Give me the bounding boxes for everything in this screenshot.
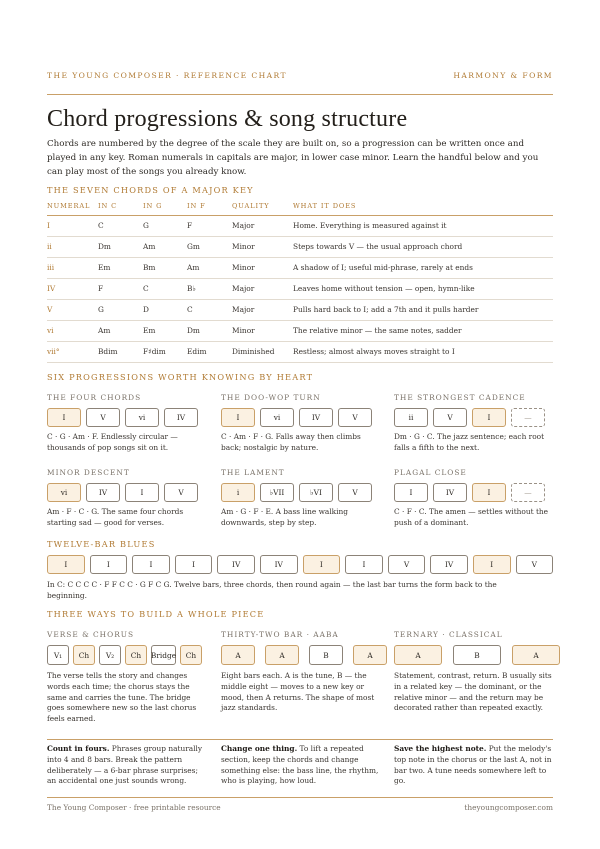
tip-title: Change one thing. — [221, 744, 298, 753]
intro-paragraph: Chords are numbered by the degree of the scale they are built on, so a progression can be written once and played in any key. Roman numerals in capitals are major, in lower case minor. Learn the handful below and you can play most of the songs you already know. — [47, 139, 539, 177]
table-cell: A shadow of I; useful mid-phrase, rarely at ends — [293, 257, 553, 278]
blues-bar: I — [345, 555, 383, 574]
form-description: Eight bars each. A is the tune, B — the middle eight — moves to a new key or mood, then A returns. The shape of most jazz standards. — [221, 671, 375, 713]
table-row — [47, 320, 553, 341]
numeral-cell: vii° — [47, 341, 98, 362]
numeral-cell: V — [47, 299, 98, 320]
page-title: Chord progressions & song structure — [47, 106, 408, 132]
table-cell: Major — [232, 215, 293, 236]
form-section-box: Ch — [180, 645, 202, 665]
table-cell: C — [98, 215, 143, 236]
seven-chords-table — [47, 200, 553, 363]
blues-bar: IV — [430, 555, 468, 574]
chord-box: IV — [299, 408, 333, 427]
chord-box: I — [47, 408, 81, 427]
table-cell: Bdim — [98, 341, 143, 362]
form-description: The verse tells the story and changes words each time; the chorus stays the same and carries the tune. The bridge goes somewhere new so the last chorus feels earned. — [47, 671, 197, 724]
empty-chord-slot: — — [511, 483, 545, 502]
form-section-box: B — [309, 645, 343, 665]
chord-box: ii — [394, 408, 428, 427]
table-cell: D — [143, 299, 187, 320]
table-cell: The relative minor — the same notes, sadder — [293, 320, 553, 341]
progression-name: THE FOUR CHORDS — [47, 393, 142, 402]
chord-box: vi — [125, 408, 159, 427]
seven-chords-heading: THE SEVEN CHORDS OF A MAJOR KEY — [47, 185, 254, 195]
form-section-box: V₁ — [47, 645, 69, 665]
tip-text: To lift a repeated section, keep the chords and change something else: the bass line, the rhythm, who is playing, how loud. — [221, 744, 379, 786]
table-cell: Leaves home without tension — open, hymn-like — [293, 278, 553, 299]
table-cell: F — [187, 215, 232, 236]
blues-bar: V — [388, 555, 426, 574]
table-cell: Minor — [232, 320, 293, 341]
tip-paragraph — [394, 744, 554, 787]
table-cell: Dm — [187, 320, 232, 341]
column-header: IN C — [98, 200, 143, 215]
progression-name: THE STRONGEST CADENCE — [394, 393, 526, 402]
blues-bar: IV — [217, 555, 255, 574]
blues-bar: I — [303, 555, 341, 574]
column-header: IN F — [187, 200, 232, 215]
progression-name: PLAGAL CLOSE — [394, 468, 467, 477]
form-section-box: A — [353, 645, 387, 665]
table-row — [47, 257, 553, 278]
form-sections — [394, 645, 560, 665]
chord-box: V — [433, 408, 467, 427]
form-name: THIRTY-TWO BAR · AABA — [221, 630, 339, 639]
tip-paragraph — [221, 744, 381, 787]
form-description: Statement, contrast, return. B usually sits in a related key — the dominant, or the relative minor — and the return may be decorated rather than repeated exactly. — [394, 671, 552, 713]
tip-title: Save the highest note. — [394, 744, 487, 753]
chord-box: V — [338, 408, 372, 427]
running-header — [47, 71, 553, 83]
table-cell: Major — [232, 278, 293, 299]
progression-description: Dm · G · C. The jazz sentence; each root falls a fifth to the next. — [394, 432, 545, 452]
footer-left: The Young Composer · free printable resource — [47, 803, 221, 812]
progression-chords — [394, 483, 545, 502]
tip-text: Put the melody's top note in the chorus or the last A, not in bar two. A tune needs somewhere left to go. — [394, 744, 552, 786]
empty-chord-slot: — — [511, 408, 545, 427]
numeral-cell: iii — [47, 257, 98, 278]
table-row — [47, 299, 553, 320]
chord-box: vi — [47, 483, 81, 502]
progression-chords — [47, 483, 198, 502]
table-cell: Edim — [187, 341, 232, 362]
chord-box: I — [394, 483, 428, 502]
forms-heading: THREE WAYS TO BUILD A WHOLE PIECE — [47, 609, 265, 619]
chord-box: I — [221, 408, 255, 427]
table-cell: Am — [98, 320, 143, 341]
form-sections — [221, 645, 387, 665]
progression-description: Am · F · C · G. The same four chords starting sad — good for verses. — [47, 507, 184, 527]
form-sections — [47, 645, 202, 665]
table-cell: C — [143, 278, 187, 299]
table-cell: Pulls hard back to I; add a 7th and it pulls harder — [293, 299, 553, 320]
tip-title: Count in fours. — [47, 744, 110, 753]
blues-description: In C: C C C C · F F C C · G F C G. Twelve bars, three chords, then round again — the last bar turns the form back to the beginning. — [47, 580, 497, 600]
form-section-box: Bridge — [151, 645, 176, 665]
column-header: IN G — [143, 200, 187, 215]
numeral-cell: ii — [47, 236, 98, 257]
form-section-box: B — [453, 645, 501, 665]
table-cell: Home. Everything is measured against it — [293, 215, 553, 236]
table-cell: F♯dim — [143, 341, 187, 362]
table-cell: F — [98, 278, 143, 299]
numeral-cell: IV — [47, 278, 98, 299]
table-row — [47, 278, 553, 299]
form-section-box: Ch — [73, 645, 95, 665]
chord-box: IV — [86, 483, 120, 502]
blues-bar: IV — [260, 555, 298, 574]
form-section-box: Ch — [125, 645, 147, 665]
progression-description: Am · G · F · E. A bass line walking downwards, step by step. — [221, 507, 349, 527]
form-section-box: A — [512, 645, 560, 665]
chord-box: I — [125, 483, 159, 502]
chord-box: I — [472, 408, 506, 427]
table-cell: Gm — [187, 236, 232, 257]
chord-box: I — [472, 483, 506, 502]
table-cell: Bm — [143, 257, 187, 278]
progression-description: C · F · C. The amen — settles without the push of a dominant. — [394, 507, 549, 527]
column-header: WHAT IT DOES — [293, 200, 553, 215]
table-cell: Em — [98, 257, 143, 278]
numeral-cell: I — [47, 215, 98, 236]
blues-bar: I — [90, 555, 128, 574]
table-cell: Restless; almost always moves straight to I — [293, 341, 553, 362]
chord-box: ♭VII — [260, 483, 294, 502]
header-rule — [47, 94, 553, 95]
table-cell: B♭ — [187, 278, 232, 299]
form-section-box: A — [221, 645, 255, 665]
table-cell: Em — [143, 320, 187, 341]
tip-paragraph — [47, 744, 207, 787]
table-cell: Minor — [232, 236, 293, 257]
footer-right: theyoungcomposer.com — [464, 803, 553, 812]
header-right: HARMONY & FORM — [453, 71, 553, 80]
progression-chords — [221, 483, 372, 502]
table-cell: Major — [232, 299, 293, 320]
table-cell: G — [98, 299, 143, 320]
column-header: NUMERAL — [47, 200, 98, 215]
chord-box: ♭VI — [299, 483, 333, 502]
table-row — [47, 236, 553, 257]
form-name: TERNARY · CLASSICAL — [394, 630, 503, 639]
reference-chart-page — [47, 0, 553, 849]
chord-box: V — [86, 408, 120, 427]
table-cell: G — [143, 215, 187, 236]
chord-box: V — [338, 483, 372, 502]
chord-box: V — [164, 483, 198, 502]
progression-chords — [394, 408, 545, 427]
tips-rule — [47, 739, 553, 740]
chord-box: vi — [260, 408, 294, 427]
table-cell: Diminished — [232, 341, 293, 362]
blues-bar: I — [473, 555, 511, 574]
numeral-cell: vi — [47, 320, 98, 341]
header-left: THE YOUNG COMPOSER · REFERENCE CHART — [47, 71, 287, 80]
form-name: VERSE & CHORUS — [47, 630, 135, 639]
form-section-box: A — [265, 645, 299, 665]
progressions-heading: SIX PROGRESSIONS WORTH KNOWING BY HEART — [47, 372, 314, 382]
tip-text: Phrases group naturally into 4 and 8 bars. Break the pattern deliberately — a 6-bar phrase surprises; an accidental one just sounds wrong. — [47, 744, 203, 786]
chord-box: IV — [164, 408, 198, 427]
form-section-box: V₂ — [99, 645, 121, 665]
table-cell: C — [187, 299, 232, 320]
table-cell: Steps towards V — the usual approach chord — [293, 236, 553, 257]
table-row — [47, 341, 553, 362]
table-cell: Dm — [98, 236, 143, 257]
progression-name: THE DOO-WOP TURN — [221, 393, 321, 402]
blues-bar: V — [516, 555, 554, 574]
progression-name: THE LAMENT — [221, 468, 285, 477]
chord-box: IV — [433, 483, 467, 502]
table-cell: Minor — [232, 257, 293, 278]
table-cell: Am — [187, 257, 232, 278]
blues-bar: I — [132, 555, 170, 574]
progression-chords — [47, 408, 198, 427]
blues-bar: I — [175, 555, 213, 574]
progression-description: C · G · Am · F. Endlessly circular — thousands of pop songs sit on it. — [47, 432, 178, 452]
column-header: QUALITY — [232, 200, 293, 215]
blues-bar: I — [47, 555, 85, 574]
form-section-box: A — [394, 645, 442, 665]
progression-description: C · Am · F · G. Falls away then climbs back; nostalgic by nature. — [221, 432, 361, 452]
blues-heading: TWELVE-BAR BLUES — [47, 539, 156, 549]
table-header-row — [47, 200, 553, 215]
progression-name: MINOR DESCENT — [47, 468, 130, 477]
chord-box: i — [221, 483, 255, 502]
footer-rule — [47, 797, 553, 798]
table-cell: Am — [143, 236, 187, 257]
blues-bar-row — [47, 555, 553, 574]
progression-chords — [221, 408, 372, 427]
table-row — [47, 215, 553, 236]
